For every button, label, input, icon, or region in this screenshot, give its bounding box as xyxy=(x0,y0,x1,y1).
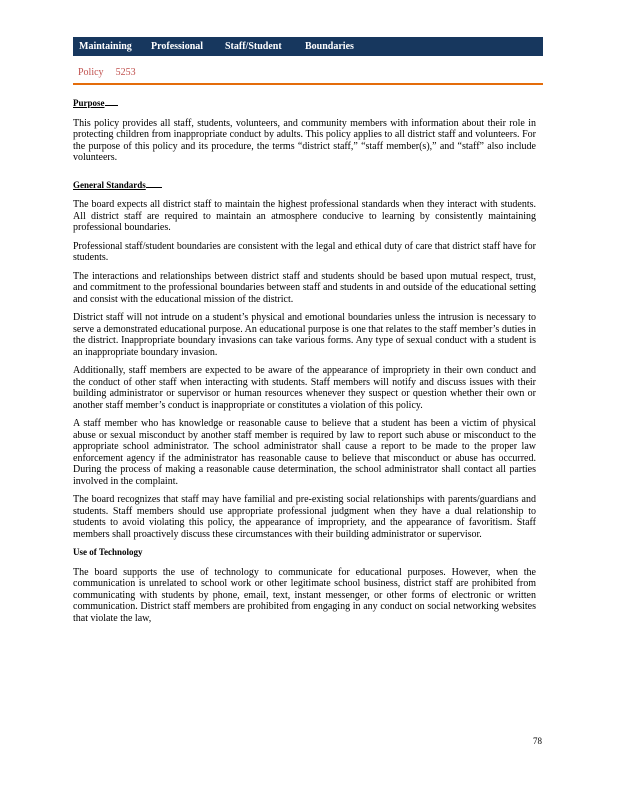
policy-number: 5253 xyxy=(115,67,136,78)
section-heading-purpose: Purpose xyxy=(73,96,536,110)
page-number: 78 xyxy=(533,736,542,746)
banner-word: Staff/Student xyxy=(225,41,282,52)
paragraph: The board recognizes that staff may have familial and pre-existing social relationships with parents/guardians and students. Staff members should use appropriate professional judgment when they have a dual relationship to students to avoid violating this policy, the appearance of impropriety, and the appearance of favoritism. Staff members shall proactively discuss these circumstances with their building administrator or supervisor. xyxy=(73,494,536,540)
paragraph: Additionally, staff members are expected to be aware of the appearance of impropriety in their own conduct and the conduct of other staff when interacting with students. Staff members will notify and discuss issues with their building administrator or supervisor or human resources whenever they suspect or question whether their own or another staff member’s conduct is inappropriate or constitutes a violation of this policy. xyxy=(73,365,536,411)
policy-number-line xyxy=(78,67,136,78)
paragraph: A staff member who has knowledge or reasonable cause to believe that a student has been a victim of physical abuse or sexual misconduct by another staff member is required by law to report such abuse or misconduct to the appropriate school administrator. The school administrator shall cause a report to be made to the proper law enforcement agency if the administrator has reasonable cause to believe that misconduct or abuse has occurred. During the process of making a reasonable cause determination, the school administrator shall contact all parties involved in the complaint. xyxy=(73,418,536,487)
paragraph: District staff will not intrude on a student’s physical and emotional boundaries unless the intrusion is necessary to serve a demonstrated educational purpose. An educational purpose is one that relates to the staff member’s duties in the district. Inappropriate boundary invasions can take various forms. Any type of sexual conduct with a student is an inappropriate boundary invasion. xyxy=(73,312,536,358)
banner-word: Maintaining xyxy=(79,41,132,52)
policy-title-banner xyxy=(73,37,543,56)
paragraph: The interactions and relationships between district staff and students should be based upon mutual respect, trust, and commitment to the professional boundaries between staff and students in and outside of the educational setting and consist with the educational mission of the district. xyxy=(73,270,536,305)
policy-label: Policy xyxy=(78,67,104,78)
banner-word: Boundaries xyxy=(305,41,354,52)
document-body xyxy=(73,96,536,631)
header-divider xyxy=(73,83,543,85)
banner-word: Professional xyxy=(151,41,204,52)
paragraph: The board expects all district staff to maintain the highest professional standards when they interact with students. All district staff are required to maintain an atmosphere conducive to learning by consistently maintaining professional boundaries. xyxy=(73,199,536,233)
section-heading-technology: Use of Technology xyxy=(73,547,143,557)
paragraph: The board supports the use of technology to communicate for educational purposes. However, when the communication is unrelated to school work or other legitimate school business, district staff are prohibited from communicating with students by phone, email, text, instant messenger, or other forms of electronic or written communication. District staff members are prohibited from engaging in any conduct on social networking websites that violate the law, xyxy=(73,566,536,624)
paragraph: This policy provides all staff, students, volunteers, and community members with information about their role in protecting children from inappropriate conduct by adults. This policy applies to all district staff and volunteers. For the purpose of this policy and its procedure, the terms “district staff,” “staff member(s),” and “staff” also include volunteers. xyxy=(73,117,536,163)
paragraph: Professional staff/student boundaries are consistent with the legal and ethical duty of care that district staff have for students. xyxy=(73,240,536,263)
section-heading-general-standards: General Standards xyxy=(73,178,536,192)
